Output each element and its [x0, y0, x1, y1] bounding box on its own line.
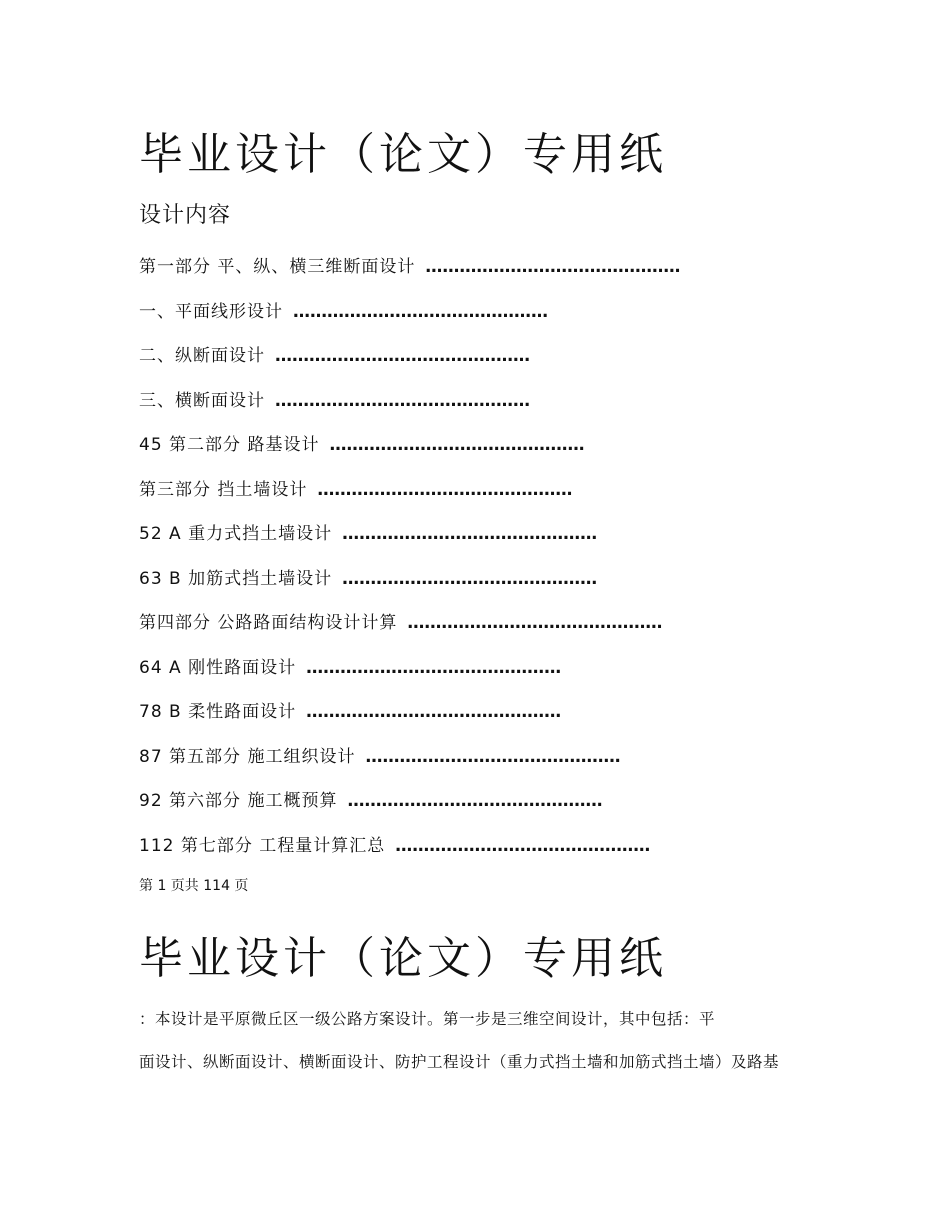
toc-entry[interactable] — [139, 746, 859, 791]
page-title: 毕业设计（论文）专用纸 — [139, 129, 667, 180]
toc-leader-dots: ……………………………………… — [365, 746, 621, 767]
toc-entry[interactable] — [139, 523, 859, 568]
toc-leader-dots: ……………………………………… — [275, 346, 530, 366]
toc-leader-dots: ……………………………………… — [329, 435, 585, 455]
toc-entry-text: 一、平面线形设计 — [139, 301, 283, 322]
page-number: 第 1 页共 114 页 — [139, 878, 249, 894]
toc-entry-text: 92 第六部分 施工概预算 — [139, 791, 338, 811]
toc-entry[interactable] — [139, 479, 859, 524]
toc-leader-dots: ……………………………………… — [317, 479, 573, 500]
toc-leader-dots: ……………………………………… — [347, 791, 603, 811]
section-heading: 设计内容 — [139, 203, 232, 228]
toc-entry[interactable] — [139, 345, 859, 390]
toc-leader-dots: ……………………………………… — [407, 613, 663, 633]
toc-entry-text: 87 第五部分 施工组织设计 — [139, 746, 356, 767]
toc-entry[interactable] — [139, 612, 859, 657]
toc-entry[interactable] — [139, 434, 859, 479]
toc-entry-text: 第三部分 挡土墙设计 — [139, 479, 308, 500]
toc-entry[interactable] — [139, 657, 859, 702]
table-of-contents — [139, 256, 859, 879]
toc-entry-text: 64 A 刚性路面设计 — [139, 657, 297, 678]
page-title-second: 毕业设计（论文）专用纸 — [139, 933, 667, 984]
toc-entry[interactable] — [139, 701, 859, 746]
toc-entry-text: 52 A 重力式挡土墙设计 — [139, 524, 333, 544]
abstract-paragraph: 面设计、纵断面设计、横断面设计、防护工程设计（重力式挡土墙和加筋式挡土墙）及路基 — [139, 1053, 780, 1071]
toc-entry[interactable] — [139, 568, 859, 613]
toc-leader-dots: ……………………………………… — [275, 390, 530, 411]
toc-entry-text: 78 B 柔性路面设计 — [139, 702, 297, 722]
toc-leader-dots: ……………………………………… — [342, 524, 598, 544]
toc-entry-text: 二、纵断面设计 — [139, 346, 265, 366]
toc-entry[interactable] — [139, 301, 859, 346]
toc-entry-text: 63 B 加筋式挡土墙设计 — [139, 568, 333, 589]
toc-entry[interactable] — [139, 256, 859, 301]
toc-entry[interactable] — [139, 390, 859, 435]
toc-leader-dots: ……………………………………… — [306, 657, 562, 678]
toc-entry-text: 112 第七部分 工程量计算汇总 — [139, 835, 386, 856]
toc-entry-text: 第一部分 平、纵、横三维断面设计 — [139, 257, 416, 277]
toc-leader-dots: ……………………………………… — [395, 835, 651, 856]
toc-entry[interactable] — [139, 835, 859, 880]
toc-leader-dots: ……………………………………… — [293, 301, 548, 322]
toc-entry-text: 三、横断面设计 — [139, 390, 265, 411]
toc-entry[interactable] — [139, 790, 859, 835]
abstract-paragraph: ：本设计是平原微丘区一级公路方案设计。第一步是三维空间设计，其中包括：平 — [139, 1010, 716, 1028]
toc-entry-text: 第四部分 公路路面结构设计计算 — [139, 613, 398, 633]
toc-entry-text: 45 第二部分 路基设计 — [139, 435, 320, 455]
toc-leader-dots: ……………………………………… — [306, 702, 562, 722]
toc-leader-dots: ……………………………………… — [425, 257, 681, 277]
toc-leader-dots: ……………………………………… — [342, 568, 598, 589]
